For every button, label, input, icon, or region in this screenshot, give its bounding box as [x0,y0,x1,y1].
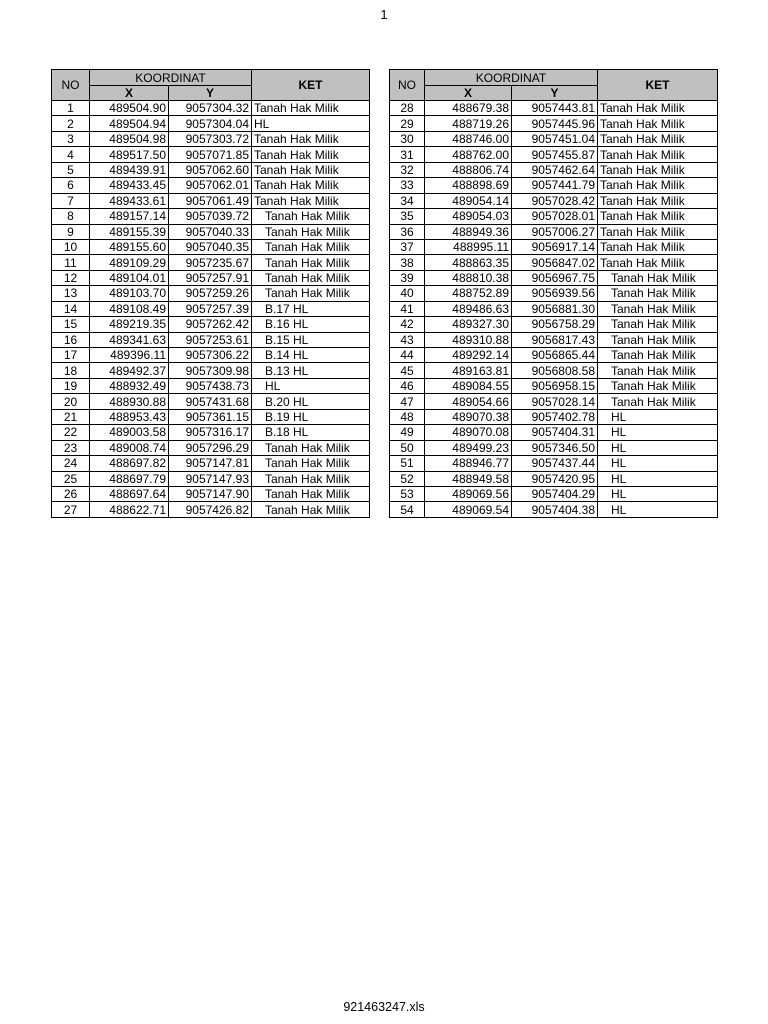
row-number-cell: 17 [52,348,90,363]
ket-cell: Tanah Hak Milik [598,317,718,332]
x-coordinate-cell: 489219.35 [90,317,169,332]
header-x: X [425,86,512,101]
row-number-cell: 43 [390,332,425,347]
table-row [390,178,718,193]
x-coordinate-cell: 489108.49 [90,301,169,316]
row-number-cell: 30 [390,131,425,146]
x-coordinate-cell: 488697.82 [90,456,169,471]
table-row [52,239,370,254]
row-number-cell: 23 [52,440,90,455]
x-coordinate-cell: 488719.26 [425,116,512,131]
ket-cell: HL [252,378,370,393]
table-row [390,471,718,486]
x-coordinate-cell: 489433.45 [90,178,169,193]
ket-cell: Tanah Hak Milik [252,270,370,285]
ket-cell: Tanah Hak Milik [252,193,370,208]
y-coordinate-cell: 9057147.81 [169,456,252,471]
header-koordinat: KOORDINAT [425,70,598,86]
x-coordinate-cell: 488679.38 [425,101,512,116]
row-number-cell: 27 [52,502,90,517]
table-row [390,301,718,316]
ket-cell: Tanah Hak Milik [598,363,718,378]
table-body [390,101,718,518]
table-row [390,147,718,162]
y-coordinate-cell: 9057420.95 [512,471,598,486]
header-koordinat: KOORDINAT [90,70,252,86]
x-coordinate-cell: 489499.23 [425,440,512,455]
y-coordinate-cell: 9057062.60 [169,162,252,177]
table-row [52,332,370,347]
row-number-cell: 34 [390,193,425,208]
row-number-cell: 13 [52,286,90,301]
ket-cell: HL [598,471,718,486]
page-number: 1 [380,7,388,22]
y-coordinate-cell: 9056847.02 [512,255,598,270]
row-number-cell: 36 [390,224,425,239]
ket-cell: Tanah Hak Milik [252,239,370,254]
x-coordinate-cell: 489504.98 [90,131,169,146]
y-coordinate-cell: 9057438.73 [169,378,252,393]
header-ket: KET [252,70,370,101]
table-row [390,162,718,177]
row-number-cell: 7 [52,193,90,208]
table-row [390,394,718,409]
ket-cell: B.20 HL [252,394,370,409]
table-row [52,286,370,301]
y-coordinate-cell: 9057361.15 [169,409,252,424]
x-coordinate-cell: 488863.35 [425,255,512,270]
table-row [52,502,370,517]
row-number-cell: 3 [52,131,90,146]
ket-cell: Tanah Hak Milik [252,471,370,486]
x-coordinate-cell: 488762.00 [425,147,512,162]
ket-cell: Tanah Hak Milik [598,239,718,254]
y-coordinate-cell: 9056967.75 [512,270,598,285]
x-coordinate-cell: 489396.11 [90,348,169,363]
x-coordinate-cell: 489492.37 [90,363,169,378]
y-coordinate-cell: 9057061.49 [169,193,252,208]
x-coordinate-cell: 489054.03 [425,209,512,224]
ket-cell: B.14 HL [252,348,370,363]
ket-cell: Tanah Hak Milik [598,378,718,393]
row-number-cell: 40 [390,286,425,301]
x-coordinate-cell: 488949.58 [425,471,512,486]
y-coordinate-cell: 9056958.15 [512,378,598,393]
y-coordinate-cell: 9057404.38 [512,502,598,517]
ket-cell: Tanah Hak Milik [598,348,718,363]
table-row [52,378,370,393]
ket-cell: HL [598,440,718,455]
y-coordinate-cell: 9057257.39 [169,301,252,316]
x-coordinate-cell: 488953.43 [90,409,169,424]
x-coordinate-cell: 489069.54 [425,502,512,517]
table-row [390,378,718,393]
row-number-cell: 32 [390,162,425,177]
y-coordinate-cell: 9057071.85 [169,147,252,162]
x-coordinate-cell: 489054.66 [425,394,512,409]
table-row [390,131,718,146]
row-number-cell: 5 [52,162,90,177]
y-coordinate-cell: 9057455.87 [512,147,598,162]
y-coordinate-cell: 9056817.43 [512,332,598,347]
row-number-cell: 52 [390,471,425,486]
x-coordinate-cell: 488810.38 [425,270,512,285]
ket-cell: B.13 HL [252,363,370,378]
ket-cell: Tanah Hak Milik [252,440,370,455]
x-coordinate-cell: 489504.90 [90,101,169,116]
x-coordinate-cell: 488697.79 [90,471,169,486]
ket-cell: Tanah Hak Milik [598,101,718,116]
row-number-cell: 19 [52,378,90,393]
row-number-cell: 28 [390,101,425,116]
table-row [390,101,718,116]
table-row [52,270,370,285]
row-number-cell: 21 [52,409,90,424]
ket-cell: Tanah Hak Milik [598,332,718,347]
table-row [52,178,370,193]
ket-cell: Tanah Hak Milik [598,193,718,208]
header-no: NO [52,70,90,101]
x-coordinate-cell: 489327.30 [425,317,512,332]
table-row [52,101,370,116]
row-number-cell: 25 [52,471,90,486]
table-row [52,131,370,146]
row-number-cell: 22 [52,425,90,440]
table-row [390,440,718,455]
x-coordinate-cell: 488946.77 [425,456,512,471]
y-coordinate-cell: 9057346.50 [512,440,598,455]
row-number-cell: 44 [390,348,425,363]
x-coordinate-cell: 489310.88 [425,332,512,347]
row-number-cell: 53 [390,486,425,501]
x-coordinate-cell: 489103.70 [90,286,169,301]
row-number-cell: 45 [390,363,425,378]
row-number-cell: 1 [52,101,90,116]
ket-cell: Tanah Hak Milik [252,255,370,270]
ket-cell: Tanah Hak Milik [598,209,718,224]
table-row [390,363,718,378]
ket-cell: Tanah Hak Milik [252,162,370,177]
row-number-cell: 49 [390,425,425,440]
table-row [390,486,718,501]
y-coordinate-cell: 9057253.61 [169,332,252,347]
x-coordinate-cell: 489104.01 [90,270,169,285]
table-row [390,456,718,471]
header-y: Y [512,86,598,101]
y-coordinate-cell: 9057404.29 [512,486,598,501]
table-row [52,147,370,162]
row-number-cell: 35 [390,209,425,224]
y-coordinate-cell: 9057443.81 [512,101,598,116]
row-number-cell: 29 [390,116,425,131]
x-coordinate-cell: 489008.74 [90,440,169,455]
row-number-cell: 42 [390,317,425,332]
table-row [390,348,718,363]
ket-cell: Tanah Hak Milik [252,147,370,162]
table-row [52,162,370,177]
table-row [390,116,718,131]
y-coordinate-cell: 9057040.35 [169,239,252,254]
x-coordinate-cell: 489054.14 [425,193,512,208]
y-coordinate-cell: 9057028.42 [512,193,598,208]
header-y: Y [169,86,252,101]
x-coordinate-cell: 489109.29 [90,255,169,270]
table-row [390,502,718,517]
ket-cell: B.19 HL [252,409,370,424]
table-row [390,270,718,285]
row-number-cell: 51 [390,456,425,471]
row-number-cell: 38 [390,255,425,270]
row-number-cell: 12 [52,270,90,285]
ket-cell: Tanah Hak Milik [252,456,370,471]
y-coordinate-cell: 9057445.96 [512,116,598,131]
x-coordinate-cell: 488806.74 [425,162,512,177]
x-coordinate-cell: 488697.64 [90,486,169,501]
y-coordinate-cell: 9056917.14 [512,239,598,254]
table-row [52,440,370,455]
table-row [52,456,370,471]
x-coordinate-cell: 488622.71 [90,502,169,517]
row-number-cell: 41 [390,301,425,316]
table-row [390,286,718,301]
ket-cell: Tanah Hak Milik [598,394,718,409]
y-coordinate-cell: 9057402.78 [512,409,598,424]
row-number-cell: 9 [52,224,90,239]
x-coordinate-cell: 488752.89 [425,286,512,301]
coordinate-table-left [51,69,370,518]
ket-cell: B.18 HL [252,425,370,440]
y-coordinate-cell: 9057404.31 [512,425,598,440]
x-coordinate-cell: 489070.38 [425,409,512,424]
table-row [52,193,370,208]
coordinate-table-right [389,69,718,518]
table-row [52,363,370,378]
row-number-cell: 20 [52,394,90,409]
y-coordinate-cell: 9057309.98 [169,363,252,378]
ket-cell: Tanah Hak Milik [598,255,718,270]
y-coordinate-cell: 9057306.22 [169,348,252,363]
table-row [390,409,718,424]
x-coordinate-cell: 489163.81 [425,363,512,378]
table-row [390,209,718,224]
row-number-cell: 14 [52,301,90,316]
ket-cell: Tanah Hak Milik [598,286,718,301]
y-coordinate-cell: 9057259.26 [169,286,252,301]
row-number-cell: 11 [52,255,90,270]
y-coordinate-cell: 9056865.44 [512,348,598,363]
table-row [52,224,370,239]
table-row [52,317,370,332]
row-number-cell: 50 [390,440,425,455]
y-coordinate-cell: 9057062.01 [169,178,252,193]
ket-cell: Tanah Hak Milik [598,116,718,131]
x-coordinate-cell: 489155.60 [90,239,169,254]
y-coordinate-cell: 9057304.04 [169,116,252,131]
x-coordinate-cell: 488898.69 [425,178,512,193]
y-coordinate-cell: 9057303.72 [169,131,252,146]
row-number-cell: 6 [52,178,90,193]
table-row [52,425,370,440]
ket-cell: Tanah Hak Milik [598,301,718,316]
row-number-cell: 48 [390,409,425,424]
row-number-cell: 18 [52,363,90,378]
table-row [52,471,370,486]
table-row [52,486,370,501]
y-coordinate-cell: 9057431.68 [169,394,252,409]
header-no: NO [390,70,425,101]
x-coordinate-cell: 489084.55 [425,378,512,393]
table-row [52,348,370,363]
ket-cell: B.15 HL [252,332,370,347]
header-ket: KET [598,70,718,101]
table-row [390,317,718,332]
table-row [52,116,370,131]
y-coordinate-cell: 9057039.72 [169,209,252,224]
ket-cell: Tanah Hak Milik [252,131,370,146]
ket-cell: HL [598,456,718,471]
y-coordinate-cell: 9057304.32 [169,101,252,116]
x-coordinate-cell: 489069.56 [425,486,512,501]
row-number-cell: 39 [390,270,425,285]
y-coordinate-cell: 9056939.56 [512,286,598,301]
ket-cell: Tanah Hak Milik [252,209,370,224]
ket-cell: Tanah Hak Milik [598,147,718,162]
row-number-cell: 47 [390,394,425,409]
x-coordinate-cell: 489517.50 [90,147,169,162]
row-number-cell: 2 [52,116,90,131]
header-x: X [90,86,169,101]
ket-cell: B.16 HL [252,317,370,332]
table-row [390,425,718,440]
row-number-cell: 37 [390,239,425,254]
table-row [52,209,370,224]
x-coordinate-cell: 488930.88 [90,394,169,409]
footer-filename: 921463247.xls [343,1000,425,1014]
ket-cell: Tanah Hak Milik [252,101,370,116]
x-coordinate-cell: 489341.63 [90,332,169,347]
row-number-cell: 4 [52,147,90,162]
y-coordinate-cell: 9057437.44 [512,456,598,471]
y-coordinate-cell: 9057296.29 [169,440,252,455]
y-coordinate-cell: 9057316.17 [169,425,252,440]
row-number-cell: 46 [390,378,425,393]
x-coordinate-cell: 488746.00 [425,131,512,146]
x-coordinate-cell: 489292.14 [425,348,512,363]
row-number-cell: 8 [52,209,90,224]
x-coordinate-cell: 489155.39 [90,224,169,239]
row-number-cell: 24 [52,456,90,471]
y-coordinate-cell: 9057262.42 [169,317,252,332]
y-coordinate-cell: 9057147.90 [169,486,252,501]
y-coordinate-cell: 9056758.29 [512,317,598,332]
y-coordinate-cell: 9057147.93 [169,471,252,486]
ket-cell: Tanah Hak Milik [598,224,718,239]
x-coordinate-cell: 489439.91 [90,162,169,177]
y-coordinate-cell: 9057028.14 [512,394,598,409]
y-coordinate-cell: 9057235.67 [169,255,252,270]
ket-cell: Tanah Hak Milik [252,502,370,517]
y-coordinate-cell: 9056881.30 [512,301,598,316]
y-coordinate-cell: 9057040.33 [169,224,252,239]
ket-cell: Tanah Hak Milik [252,286,370,301]
ket-cell: HL [598,409,718,424]
table-row [52,409,370,424]
x-coordinate-cell: 488949.36 [425,224,512,239]
ket-cell: Tanah Hak Milik [598,270,718,285]
x-coordinate-cell: 489070.08 [425,425,512,440]
table-row [390,255,718,270]
ket-cell: HL [598,425,718,440]
x-coordinate-cell: 489003.58 [90,425,169,440]
x-coordinate-cell: 489157.14 [90,209,169,224]
ket-cell: HL [252,116,370,131]
row-number-cell: 16 [52,332,90,347]
y-coordinate-cell: 9057426.82 [169,502,252,517]
x-coordinate-cell: 489433.61 [90,193,169,208]
y-coordinate-cell: 9057028.01 [512,209,598,224]
ket-cell: HL [598,502,718,517]
y-coordinate-cell: 9057006.27 [512,224,598,239]
row-number-cell: 31 [390,147,425,162]
table-row [390,193,718,208]
x-coordinate-cell: 488995.11 [425,239,512,254]
table-row [52,394,370,409]
y-coordinate-cell: 9056808.58 [512,363,598,378]
table-row [390,332,718,347]
table-row [390,239,718,254]
row-number-cell: 10 [52,239,90,254]
table-body [52,101,370,518]
ket-cell: Tanah Hak Milik [252,178,370,193]
x-coordinate-cell: 488932.49 [90,378,169,393]
ket-cell: Tanah Hak Milik [252,224,370,239]
ket-cell: Tanah Hak Milik [598,178,718,193]
y-coordinate-cell: 9057441.79 [512,178,598,193]
y-coordinate-cell: 9057257.91 [169,270,252,285]
table-row [52,301,370,316]
x-coordinate-cell: 489504.94 [90,116,169,131]
ket-cell: Tanah Hak Milik [598,162,718,177]
table-row [52,255,370,270]
row-number-cell: 54 [390,502,425,517]
y-coordinate-cell: 9057462.64 [512,162,598,177]
row-number-cell: 26 [52,486,90,501]
ket-cell: Tanah Hak Milik [598,131,718,146]
row-number-cell: 15 [52,317,90,332]
ket-cell: Tanah Hak Milik [252,486,370,501]
table-row [390,224,718,239]
ket-cell: HL [598,486,718,501]
row-number-cell: 33 [390,178,425,193]
ket-cell: B.17 HL [252,301,370,316]
x-coordinate-cell: 489486.63 [425,301,512,316]
y-coordinate-cell: 9057451.04 [512,131,598,146]
